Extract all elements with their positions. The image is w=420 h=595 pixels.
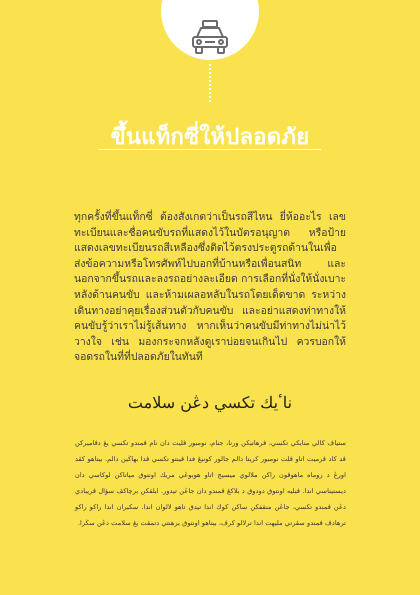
page-title: ขึ้นแท็กซี่ให้ปลอดภัย [110, 124, 310, 150]
title-underline [99, 149, 321, 150]
thai-paragraph: ทุกครั้งที่ขึ้นแท็กซี่ ต้องสังเกตว่าเป็นรถสีไหน ยี่ห้ออะไร เลขทะเบียนและชื่อคนขับรถที่แสดงไว้ในบัตรอนุญาต หรือป้ายแสดงเลขทะเบียนรถสีเหลืองซึ่งติดไว้ตรงประตูรถด้านในเพื่อส่งข้อความหรือโทรศัพท์ไปบอกที่บ้านหรือเพื่อนสนิท และนอกจากขึ้นรถและลงรถอย่างละเอียด การเลือกที่นั่งให้นั่งเบาะหลังด้านคนขับ และห้ามเผลอหลับในรถโดยเด็ดขาด ระหว่างเดินทางอย่าคุยเรื่องส่วนตัวกับคนขับ และอย่าแสดงท่าทางให้คนขับรู้ว่าเราไม่รู้เส้นทาง หากเห็นว่าคนขับมีท่าทางไม่น่าไว้วางใจ เช่น มองกระจกหลังดูเราบ่อยจนเกินไป ควรบอกให้จอดรถในที่ที่ปลอดภัยในทันที [74, 211, 346, 364]
dotted-connector [209, 64, 211, 102]
header-circle [161, 0, 259, 60]
jawi-paragraph: ستياڤ كالي منايكي تكسي، ڤرهاتيكن ورنا، جنام، نومبور ڤليت دان نام ڤمندو تكسي يڠ دڤاميركن ڤد كاد ڤرميت اتاو ڤلت نومبور كريتا دالم جالور كونيڠ فدا ڤينتو تكسي ڤدا بهاڬين دالم. بيتاهو كڤد اورڠ د روماه ماهوڤون راكن ملالوي ميسيج اتاو هوبوڠي مريك اونتوق مڽاتاكن لوكاسي دان ديستيناسي اندا. ڤيليه اونتوق دودوق د بلاكڠ ڤمندو دان جاڠن تيدور. ايلقكن برچاكڤ سؤال ڤريبادي دڠن ڤمندو تكسي، جاڠن منقفكن ساكن كوك اندا تيدق تاهو لالوان اندا. سكيران اندا راكو راكو ترهادڤ ڤمندو سڤرتي مليهت اندا ترلالو كرڤ، بيتاهو اونتوق برهنتي دتمڤت يڠ سلامت دڠن سڬرا. [75, 439, 346, 527]
jawi-title: ناٴيك تکسي دڠن سلامت [127, 393, 293, 412]
taxi-icon [191, 20, 229, 56]
